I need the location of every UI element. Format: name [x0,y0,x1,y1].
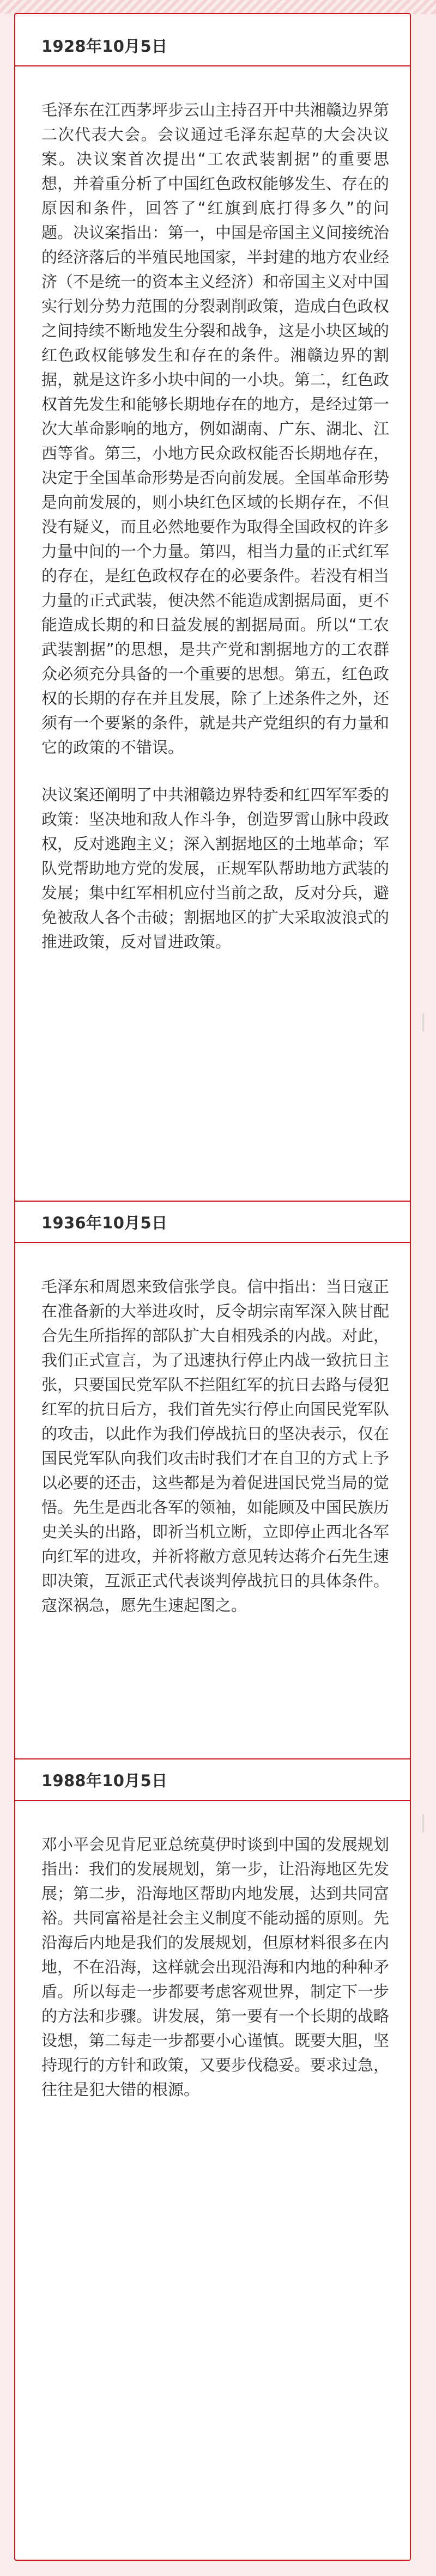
entry-1936 [15,1201,410,1618]
entry-divider-top [15,1201,410,1202]
scroll-marker[interactable] [422,1814,424,1832]
entry-paragraph: 邓小平会见肯尼亚总统莫伊时谈到中国的发展规划指出：我们的发展规划，第一步，让沿海地区先发展；第二步，沿海地区帮助内地发展，达到共同富裕。共同富裕是社会主义制度不能动摇的原则。先沿海后内地是我们的发展规划，但原材料很多在内地，不在沿海，这样就会出现沿海和内地的种种矛盾。所以每走一步都要考虑客观世界，制定下一步的方法和步骤。讲发展，第一要有一个长期的战略设想，第二每走一步都要小心谨慎。既要大胆，坚持现行的方针和政策，又要步伐稳妥。要求过急，往往是犯大错的根源。 [41,1835,390,2099]
entry-paragraph: 毛泽东在江西茅坪步云山主持召开中共湘赣边界第二次代表大会。会议通过毛泽东起草的大会决议案。决议案首次提出“工农武装割据”的重要思想，并着重分析了中国红色政权能够发生、存在的原因和条件，回答了“红旗到底打得多久”的问题。决议案指出：第一，中国是帝国主义间接统治的经济落后的半殖民地国家，半封建的地方农业经济（不是统一的资本主义经济）和帝国主义对中国实行划分势力范围的分裂剥削政策，造成白色政权之间持续不断地发生分裂和战争，这是小块区域的红色政权能够发生和存在的条件。湘赣边界的割据，就是这许多小块中间的一小块。第二，红色政权首先发生和能够长期地存在的地方，是经过第一次大革命影响的地方，例如湖南、广东、湖北、江西等省。第三，小地方民众政权能否长期地存在，决定于全国革命形势是否向前发展。全国革命形势是向前发展的，则小块红色区域的长期存在，不但没有疑义，而且必然地要作为取得全国政权的许多力量中间的一个力量。第四，相当力量的正式红军的存在，是红色政权存在的必要条件。若没有相当力量的正式武装，便决然不能造成割据局面，更不能造成长期的和日益发展的割据局面。所以“工农武装割据”的思想，是共产党和割据地方的工农群众必须充分具备的一个重要的思想。第五，红色政权的长期的存在并且发展，除了上述条件之外，还须有一个要紧的条件，就是共产党组织的有力量和它的政策的不错误。 [41,101,390,757]
entry-date: 1936年10月5日 [41,1214,168,1232]
entry-divider [15,65,410,66]
entry-date: 1988年10月5日 [41,1771,168,1790]
entry-paragraph: 毛泽东和周恩来致信张学良。信中指出：当日寇正在准备新的大举进攻时，反令胡宗南军深入陕甘配合先生所指挥的部队扩大自相残杀的内战。对此，我们正式宣言，为了迅速执行停止内战一致抗日主张，只要国民党军队不拦阻红军的抗日去路与侵犯红军的抗日后方，我们首先实行停止向国民党军队的攻击，以此作为我们停战抗日的坚决表示，仅在国民党军队向我们攻击时我们才在自卫的方式上予以必要的还击，这些都是为着促进国民党当局的觉悟。先生是西北各军的领袖，如能顾及中国民族历史关头的出路，即祈当机立断，立即停止西北各军向红军的进攻，并祈将敝方意见转达蒋介石先生速即决策，互派正式代表谈判停战抗日的具体条件。寇深祸急，愿先生速起图之。 [41,1277,390,1615]
scroll-marker[interactable] [422,1013,424,1032]
entry-date: 1928年10月5日 [41,37,168,56]
entry-divider [15,1242,410,1243]
decorative-top-strip [0,0,436,14]
entry-1988 [15,1758,410,2102]
entry-paragraph: 决议案还阐明了中共湘赣边界特委和红四军军委的政策：坚决地和敌人作斗争，创造罗霄山脉中段政权，反对逃跑主义；深入割据地区的土地革命；军队党帮助地方党的发展，正规军队帮助地方武装的发展；集中红军相机应付当前之敌，反对分兵，避免被敌人各个击破；割据地区的扩大采取波浪式的推进政策，反对冒进政策。 [41,785,390,951]
entry-divider-top [15,1758,410,1759]
entry-divider [15,1800,410,1801]
content-frame [14,13,411,2561]
entry-1928 [15,35,410,954]
